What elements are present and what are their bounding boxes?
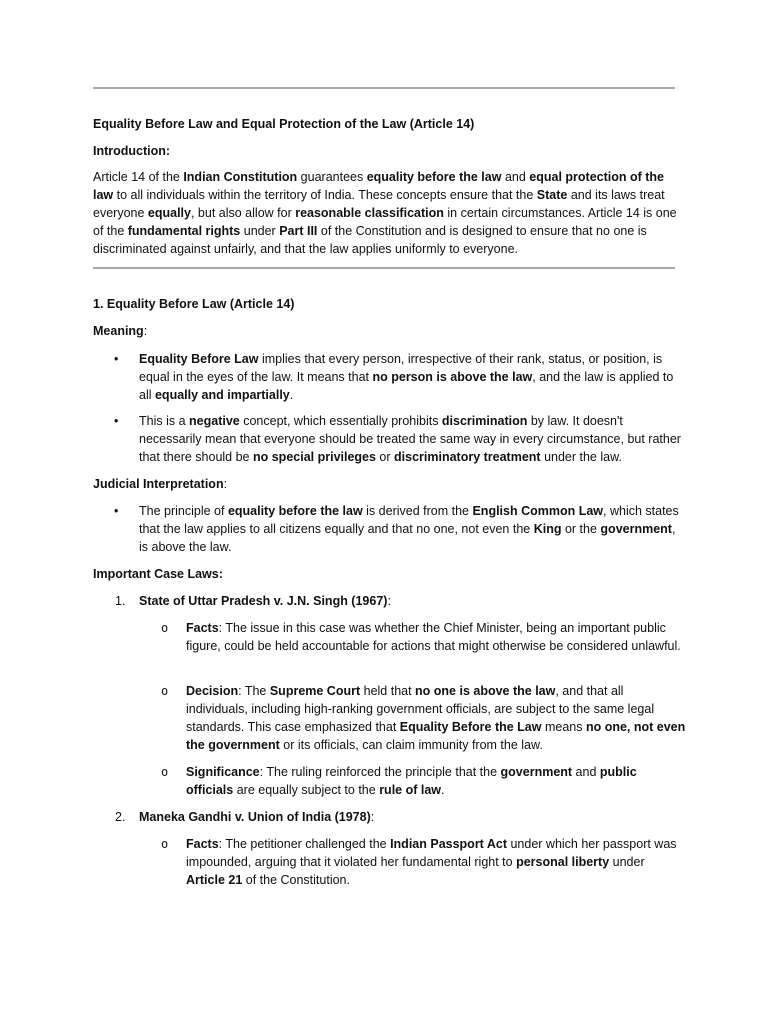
- meaning-heading: Meaning:: [93, 324, 148, 338]
- case-laws-heading: Important Case Laws:: [93, 567, 223, 581]
- case1-significance: Significance: The ruling reinforced the principle that the government and public officials are equally subject to the rule of law.: [186, 765, 637, 797]
- top-divider: [93, 87, 675, 89]
- case1-facts: Facts: The issue in this case was whether the Chief Minister, being an important public figure, could be held accountable for actions that might otherwise be considered unlawful.: [186, 621, 681, 653]
- meaning-bullet-1: Equality Before Law implies that every person, irrespective of their rank, status, or position, is equal in the eyes of the law. It means that no person is above the law, and the law is applied to all equally and impartially.: [139, 352, 674, 402]
- judicial-heading: Judicial Interpretation:: [93, 477, 228, 491]
- bullet-marker: •: [114, 504, 119, 518]
- case2-facts: Facts: The petitioner challenged the Indian Passport Act under which her passport was impounded, arguing that it violated her fundamental right to personal liberty under Article 21 of the Constitution.: [186, 837, 677, 887]
- case1-decision: Decision: The Supreme Court held that no one is above the law, and that all individuals, including high-ranking government officials, are subject to the same legal standards. This case emphasized that Equality Before the Law means no one, not even the government or its officials, can claim immunity from the law.: [186, 684, 686, 752]
- sub-bullet-marker: o: [161, 621, 169, 635]
- case-number: 1.: [115, 594, 126, 608]
- bullet-marker: •: [114, 414, 119, 428]
- intro-paragraph: Article 14 of the Indian Constitution guarantees equality before the law and equal protection of the law to all individuals within the territory of India. These concepts ensure that the State and its laws treat everyone equally, but also allow for reasonable classification in certain circumstances. Article 14 is one of the fundamental rights under Part III of the Constitution and is designed to ensure that no one is discriminated against unfairly, and that the law applies uniformly to everyone.: [93, 170, 677, 256]
- meaning-bullet-2: This is a negative concept, which essentially prohibits discrimination by law. It doesn't necessarily mean that everyone should be treated the same way in every circumstance, but rather that there should be no special privileges or discriminatory treatment under the law.: [139, 414, 681, 464]
- case2-title: Maneka Gandhi v. Union of India (1978):: [139, 810, 375, 824]
- section-heading: 1. Equality Before Law (Article 14): [93, 297, 295, 311]
- document-title: Equality Before Law and Equal Protection of the Law (Article 14): [93, 117, 475, 131]
- judicial-bullet: The principle of equality before the law is derived from the English Common Law, which states that the law applies to all citizens equally and that no one, not even the King or the government, is above the law.: [139, 504, 679, 554]
- sub-bullet-marker: o: [161, 765, 169, 779]
- case1-title: State of Uttar Pradesh v. J.N. Singh (1967):: [139, 594, 391, 608]
- section-divider: [93, 267, 675, 269]
- bullet-marker: •: [114, 352, 119, 366]
- case-number: 2.: [115, 810, 126, 824]
- sub-bullet-marker: o: [161, 684, 169, 698]
- sub-bullet-marker: o: [161, 837, 169, 851]
- intro-heading: Introduction:: [93, 144, 171, 158]
